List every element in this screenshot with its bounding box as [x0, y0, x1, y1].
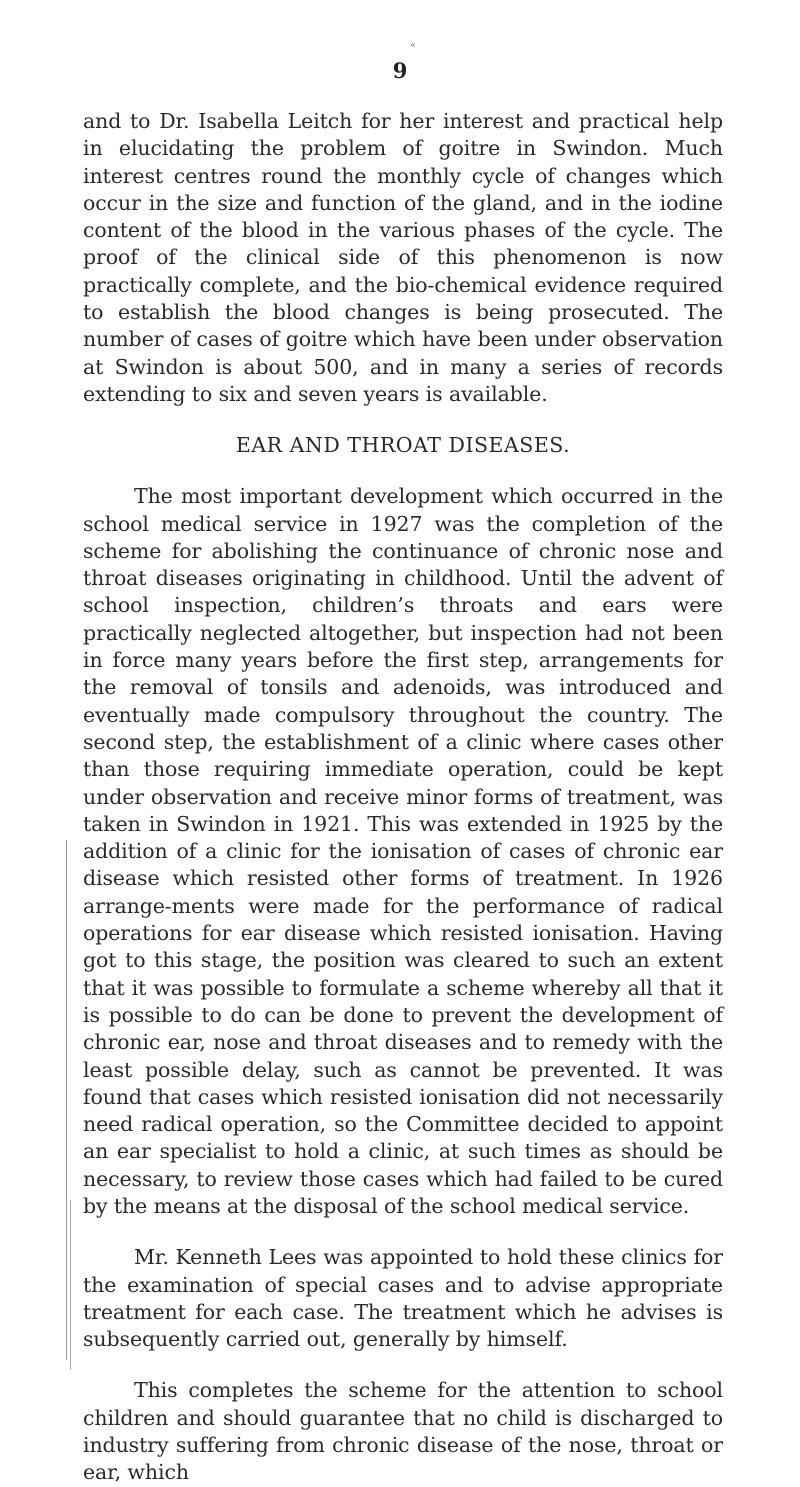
- page-number: 9: [392, 58, 408, 83]
- page-mark: «: [410, 40, 417, 51]
- paragraph-kenneth-lees: Mr. Kenneth Lees was appointed to hold these clinics for the examination of special cases and to advise appropriate treatment for each case. The treatment which he advises is subsequently carried out, generally by himself.: [83, 1245, 723, 1352]
- paragraph-goitre: and to Dr. Isabella Leitch for her interest and practical help in elucidating the problem of goitre in Swindon. Much interest centres round the monthly cycle of changes which occur in the size and function of the gland, and in the iodine content of the blood in the various phases of the cycle. The proof of the clinical side of this phenomenon is now practically complete, and the bio-chemical evidence required to establish the blood changes is being prosecuted. The number of cases of goitre which have been under observation at Swindon is about 500, and in many a series of records extending to six and seven years is available.: [83, 109, 723, 406]
- paragraph-development: The most important development which occurred in the school medical service in 1927 was the completion of the scheme for abolishing the continuance of chronic nose and throat diseases originating in childhood. Until the advent of school inspection, children’s throats and ears were practically neglected altogether, but inspection had not been in force many years before the first step, arrangements for the removal of tonsils and adenoids, was introduced and eventually made compulsory throughout the country. The second step, the establishment of a clinic where cases other than those requiring immediate operation, could be kept under observation and receive minor forms of treatment, was taken in Swindon in 1921. This was extended in 1925 by the addition of a clinic for the ionisation of cases of chronic ear disease which resisted other forms of treatment. In 1926 arrange-ments were made for the performance of radical operations for ear disease which resisted ionisation. Having got to this stage, the position was cleared to such an extent that it was possible to formulate a scheme whereby all that it is possible to do can be done to prevent the development of chronic ear, nose and throat diseases and to remedy with the least possible delay, such as cannot be prevented. It was found that cases which resisted ionisation did not necessarily need radical operation, so the Committee decided to appoint an ear specialist to hold a clinic, at such times as should be necessary, to review those cases which had failed to be cured by the means at the disposal of the school medical service.: [83, 484, 723, 1218]
- binding-edge-line-lower: [70, 1200, 75, 1370]
- paragraph-scheme-completion: This completes the scheme for the attention to school children and should guarantee that no child is discharged to industry suffering from chronic disease of the nose, throat or ear, which: [83, 1378, 723, 1485]
- body-text: [83, 108, 723, 1487]
- section-heading: EAR AND THROAT DISEASES.: [235, 433, 571, 458]
